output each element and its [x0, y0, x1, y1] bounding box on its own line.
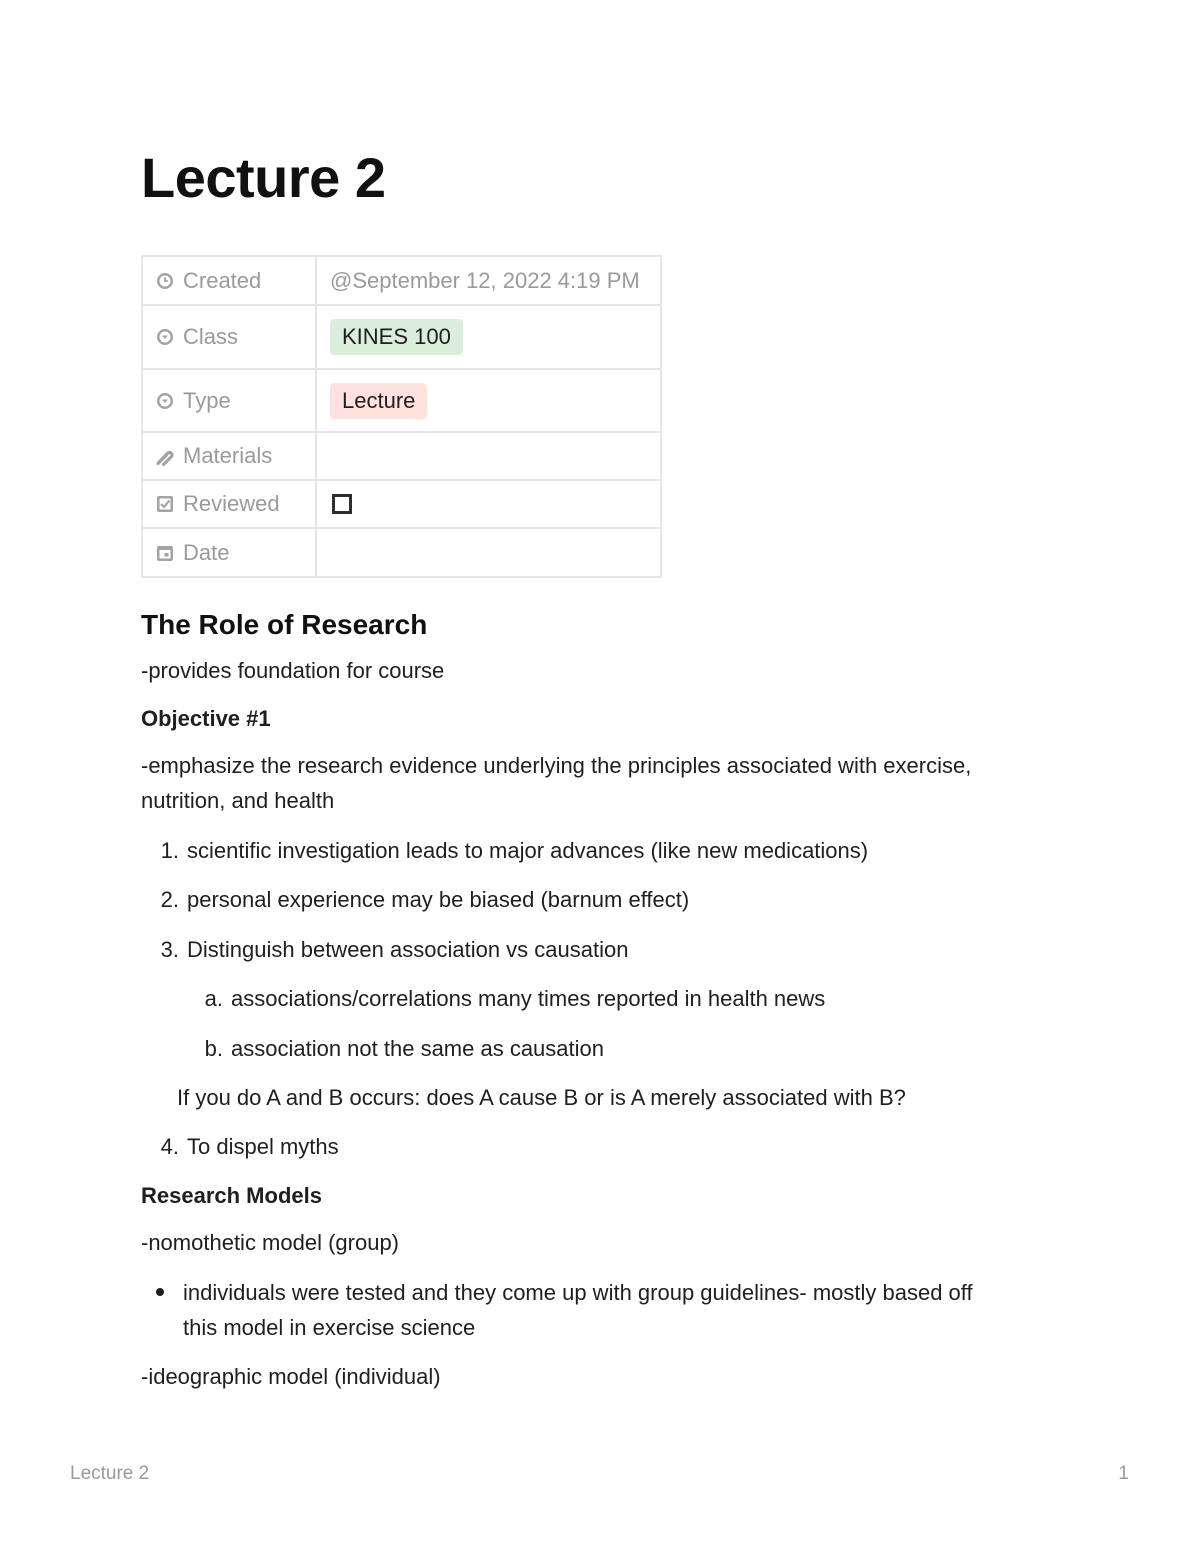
page-title: Lecture 2 [141, 146, 386, 209]
nomothetic-text: -nomothetic model (group) [141, 1230, 400, 1255]
property-label: Materials [183, 443, 273, 468]
page-number: 1 [1118, 1463, 1129, 1484]
property-row-materials [142, 432, 661, 480]
paperclip-icon [155, 446, 175, 466]
list-letter: a. [204, 986, 223, 1011]
property-label-cell [142, 528, 316, 577]
property-row-date [142, 528, 661, 577]
objective-text-line-1: -emphasize the research evidence underlying the principles associated with exercise, [141, 753, 972, 778]
ideographic-text: -ideographic model (individual) [141, 1364, 441, 1389]
list-number: 3. [160, 937, 179, 962]
created-value: @September 12, 2022 4:19 PM [330, 267, 640, 293]
clock-icon [155, 271, 175, 291]
class-tag[interactable]: KINES 100 [330, 319, 463, 355]
list-number: 4. [160, 1134, 179, 1159]
question-text: If you do A and B occurs: does A cause B or is A merely associated with B? [177, 1085, 906, 1110]
property-label-cell [142, 369, 316, 432]
bullet-list-item [156, 1275, 164, 1311]
lettered-list-item [193, 1031, 604, 1067]
property-label-cell [142, 305, 316, 369]
property-label-cell [142, 480, 316, 528]
type-tag[interactable]: Lecture [330, 383, 427, 419]
properties-table [141, 255, 662, 578]
property-value-cell[interactable] [316, 369, 661, 432]
section-heading: The Role of Research [141, 609, 428, 640]
list-item-text: Distinguish between association vs causation [187, 937, 629, 962]
property-label-cell [142, 256, 316, 305]
list-number: 2. [160, 887, 179, 912]
numbered-list-item [149, 932, 628, 968]
numbered-list-item [149, 882, 689, 918]
footer-title: Lecture 2 [70, 1463, 150, 1484]
bullet-text-line-1: individuals were tested and they come up with group guidelines- mostly based off [183, 1280, 973, 1305]
property-row-class [142, 305, 661, 369]
list-item-text: scientific investigation leads to major advances (like new medications) [187, 838, 869, 863]
list-number: 1. [160, 838, 179, 863]
property-row-reviewed [142, 480, 661, 528]
list-letter: b. [204, 1036, 223, 1061]
bullet-text-line-2: this model in exercise science [183, 1315, 476, 1340]
intro-text: -provides foundation for course [141, 658, 445, 683]
select-icon [155, 391, 175, 411]
property-label: Type [183, 387, 231, 413]
checkbox-icon [155, 494, 175, 514]
date-value-cell[interactable] [316, 528, 661, 577]
property-row-type [142, 369, 661, 432]
property-value-cell[interactable] [316, 305, 661, 369]
numbered-list-item [149, 1129, 339, 1165]
reviewed-checkbox[interactable] [332, 494, 352, 514]
property-label: Created [183, 267, 262, 293]
bullet-icon [156, 1288, 164, 1296]
numbered-list-item [149, 833, 868, 869]
property-value-cell[interactable] [316, 256, 661, 305]
materials-value-cell[interactable] [316, 432, 661, 480]
property-label: Reviewed [183, 491, 280, 516]
lettered-list-item [193, 981, 825, 1017]
calendar-icon [155, 543, 175, 563]
models-heading: Research Models [141, 1183, 322, 1208]
objective-heading: Objective #1 [141, 706, 271, 731]
property-label: Class [183, 324, 239, 349]
select-icon [155, 327, 175, 347]
list-item-text: association not the same as causation [231, 1036, 605, 1061]
list-item-text: personal experience may be biased (barnum effect) [187, 887, 690, 912]
property-row-created [142, 256, 661, 305]
list-item-text: To dispel myths [187, 1134, 339, 1159]
list-item-text: associations/correlations many times reported in health news [231, 986, 826, 1011]
property-label-cell [142, 432, 316, 480]
property-label: Date [183, 539, 230, 565]
property-value-cell [316, 480, 661, 528]
objective-text-line-2: nutrition, and health [141, 788, 335, 813]
